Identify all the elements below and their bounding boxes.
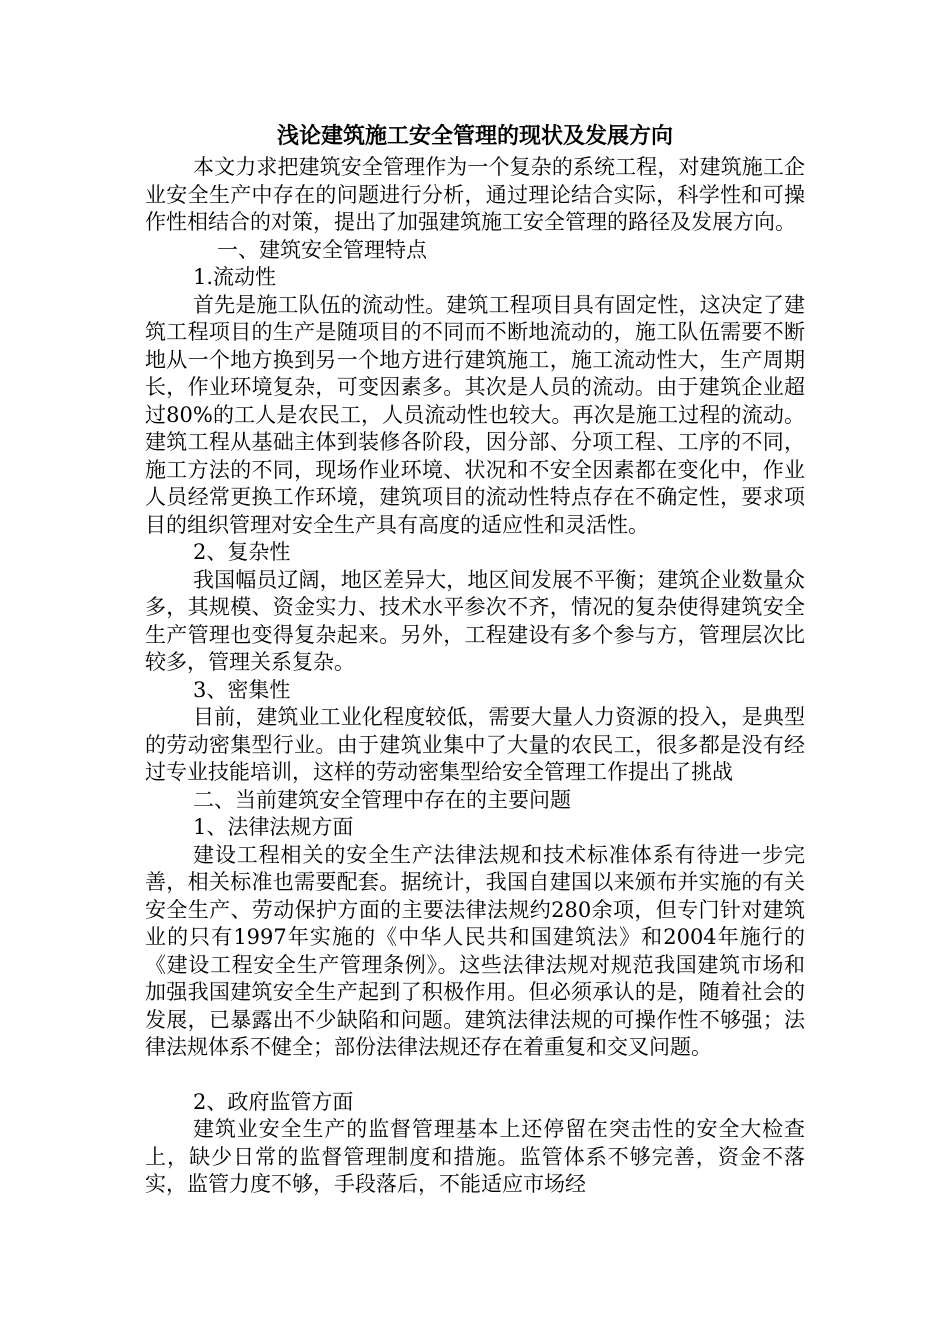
paragraph: 二、当前建筑安全管理中存在的主要问题 xyxy=(193,787,571,812)
document-body xyxy=(145,154,805,1199)
paragraph: 目前，建筑业工业化程度较低，需要大量人力资源的投入，是典型的劳动密集型行业。由于建筑业集中了大量的农民工，很多都是没有经过专业技能培训，这样的劳动密集型给安全管理工作提出了挑战 xyxy=(145,705,805,784)
paragraph: 1.流动性 xyxy=(193,265,277,289)
paragraph: 2、政府监管方面 xyxy=(193,1089,354,1114)
paragraph: 首先是施工队伍的流动性。建筑工程项目具有固定性，这决定了建筑工程项目的生产是随项目的不同而不断地流动的，施工队伍需要不断地从一个地方换到另一个地方进行建筑施工，施工流动性大，生产周期长，作业环境复杂，可变因素多。其次是人员的流动。由于建筑企业超过80%的工人是农民工，人员流动性也较大。再次是施工过程的流动。建筑工程从基础主体到装修各阶段，因分部、分项工程、工序的不同，施工方法的不同，现场作业环境、状况和不安全因素都在变化中，作业人员经常更换工作环境，建筑项目的流动性特点存在不确定性，要求项目的组织管理对安全生产具有高度的适应性和灵活性。 xyxy=(145,292,805,537)
paragraph: 本文力求把建筑安全管理作为一个复杂的系统工程，对建筑施工企业安全生产中存在的问题进行分析，通过理论结合实际，科学性和可操作性相结合的对策，提出了加强建筑施工安全管理的路径及发展方向。 xyxy=(145,155,805,234)
paragraph: 3、密集性 xyxy=(193,677,291,702)
paragraph: 1、法律法规方面 xyxy=(193,815,354,839)
paragraph: 我国幅员辽阔，地区差异大，地区间发展不平衡；建筑企业数量众多，其规模、资金实力、技术水平参次不齐，情况的复杂使得建筑安全生产管理也变得复杂起来。另外，工程建设有多个参与方，管理层次比较多，管理关系复杂。 xyxy=(145,567,805,674)
section-heading: 一、建筑安全管理特点 xyxy=(217,237,427,262)
paragraph: 建设工程相关的安全生产法律法规和技术标准体系有待进一步完善，相关标准也需要配套。据统计，我国自建国以来颁布并实施的有关安全生产、劳动保护方面的主要法律法规约280余项，但专门针对建筑业的只有1997年实施的《中华人民共和国建筑法》和2004年施行的《建设工程安全生产管理条例》。这些法律法规对规范我国建筑市场和加强我国建筑安全生产起到了积极作用。但必须承认的是，随着社会的发展，已暴露出不少缺陷和问题。建筑法律法规的可操作性不够强；法律法规体系不健全；部份法律法规还存在着重复和交叉问题。 xyxy=(145,842,805,1059)
paragraph: 2、复杂性 xyxy=(193,540,291,564)
paragraph: 建筑业安全生产的监督管理基本上还停留在突击性的安全大检查上，缺少日常的监督管理制度和措施。监管体系不够完善，资金不落实，监管力度不够，手段落后，不能适应市场经 xyxy=(145,1117,805,1196)
document-title: 浅论建筑施工安全管理的现状及发展方向 xyxy=(276,123,673,149)
document-page xyxy=(145,118,805,1199)
paragraph-spacer xyxy=(145,1062,805,1089)
